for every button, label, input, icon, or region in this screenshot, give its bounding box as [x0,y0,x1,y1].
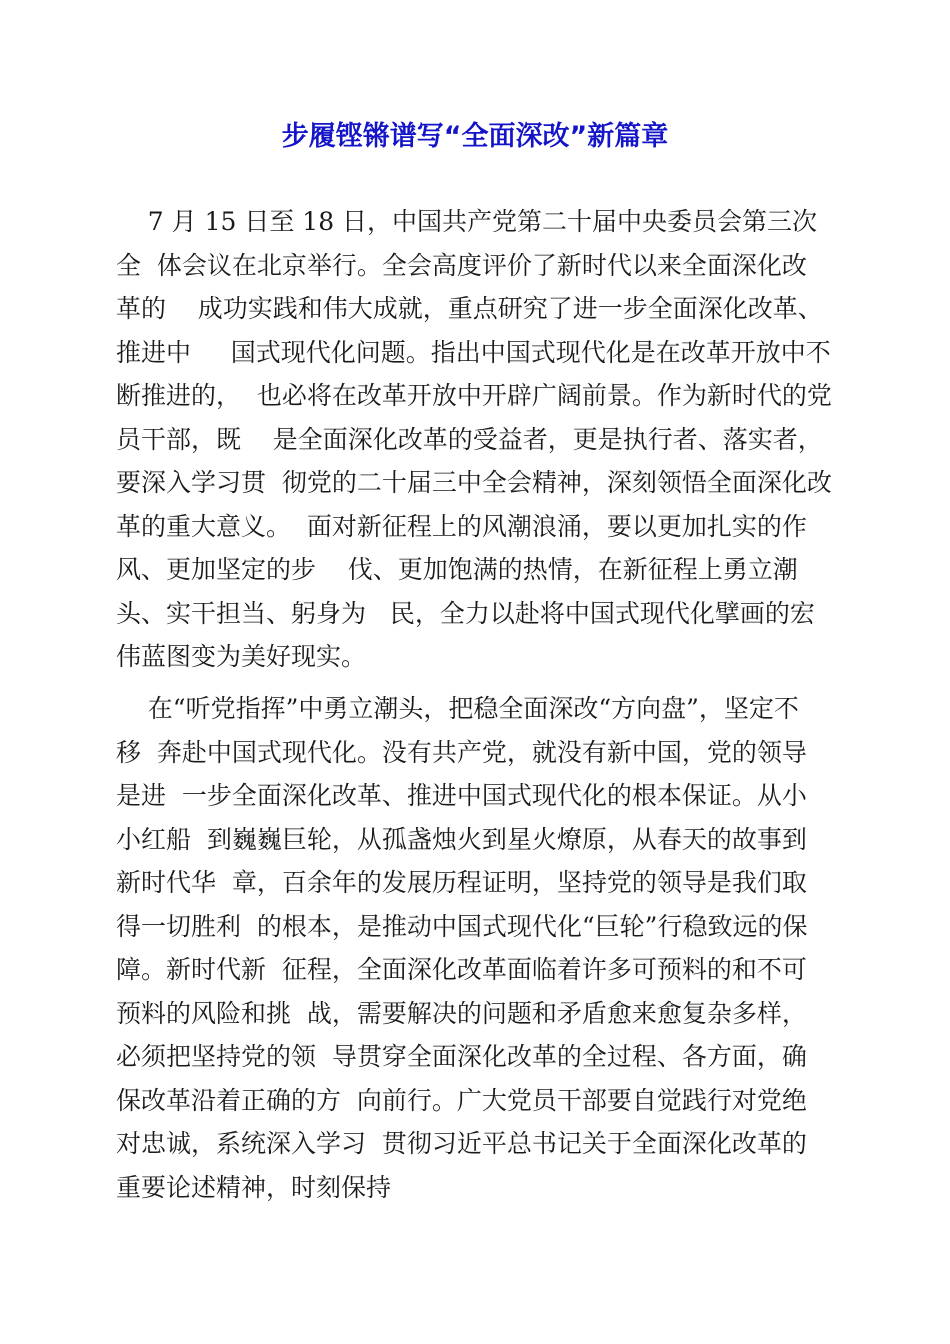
text-line: 必须把坚持党的领 导贯穿全面深化改革的全过程、各方面，确 [116,1042,807,1071]
document-title: 步履铿锵谱写“全面深改”新篇章 [281,121,669,152]
paragraph-1 [116,200,856,679]
text-line: 保改革沿着正确的方 向前行。广大党员干部要自觉践行对党绝 [116,1085,807,1115]
text-line: 推进中 国式现代化问题。指出中国式现代化是在改革开放中不 [116,337,831,367]
text-line: 头、实干担当、躬身为 民，全力以赴将中国式现代化擘画的宏 [116,598,815,628]
text-line: 在“听党指挥”中勇立潮头，把稳全面深改“方向盘”，坚定不 [116,694,799,723]
text-line: 断推进的， 也必将在改革开放中开辟广阔前景。作为新时代的党 [116,381,832,410]
text-line: 对忠诚，系统深入学习 贯彻习近平总书记关于全面深化改革的 [116,1129,807,1158]
text-line: 员干部，既 是全面深化改革的受益者，更是执行者、落实者， [116,424,823,454]
text-line: 革的 成功实践和伟大成就，重点研究了进一步全面深化改革、 [116,294,823,323]
text-line: 要深入学习贯 彻党的二十届三中全会精神，深刻领悟全面深化改 [116,468,832,497]
text-line: 风、更加坚定的步 伐、更加饱满的热情，在新征程上勇立潮 [116,555,798,584]
text-line: 预料的风险和挑 战，需要解决的问题和矛盾愈来愈复杂多样， [116,998,807,1028]
text-line: 全 体会议在北京举行。全会高度评价了新时代以来全面深化改 [116,250,807,280]
text-line: 伟蓝图变为美好现实。 [116,642,367,671]
text-line: 重要论述精神，时刻保持 [116,1172,392,1202]
text-line: 是进 一步全面深化改革、推进中国式现代化的根本保证。从小 [116,781,807,810]
text-line: 革的重大意义。 面对新征程上的风潮浪涌，要以更加扎实的作 [116,511,807,541]
text-line: 得一切胜利 的根本，是推动中国式现代化“巨轮”行稳致远的保 [116,911,808,941]
text-line: 障。新时代新 征程，全面深化改革面临着许多可预料的和不可 [116,955,807,984]
paragraph-2 [116,687,856,1209]
text-line: 小红船 到巍巍巨轮，从孤盏烛火到星火燎原，从春天的故事到 [116,824,807,854]
text-line: 新时代华 章，百余年的发展历程证明，坚持党的领导是我们取 [116,868,807,897]
text-line: 移 奔赴中国式现代化。没有共产党，就没有新中国，党的领导 [116,737,807,767]
text-line: 7 月 15 日至 18 日，中国共产党第二十届中央委员会第三次 [116,207,818,236]
